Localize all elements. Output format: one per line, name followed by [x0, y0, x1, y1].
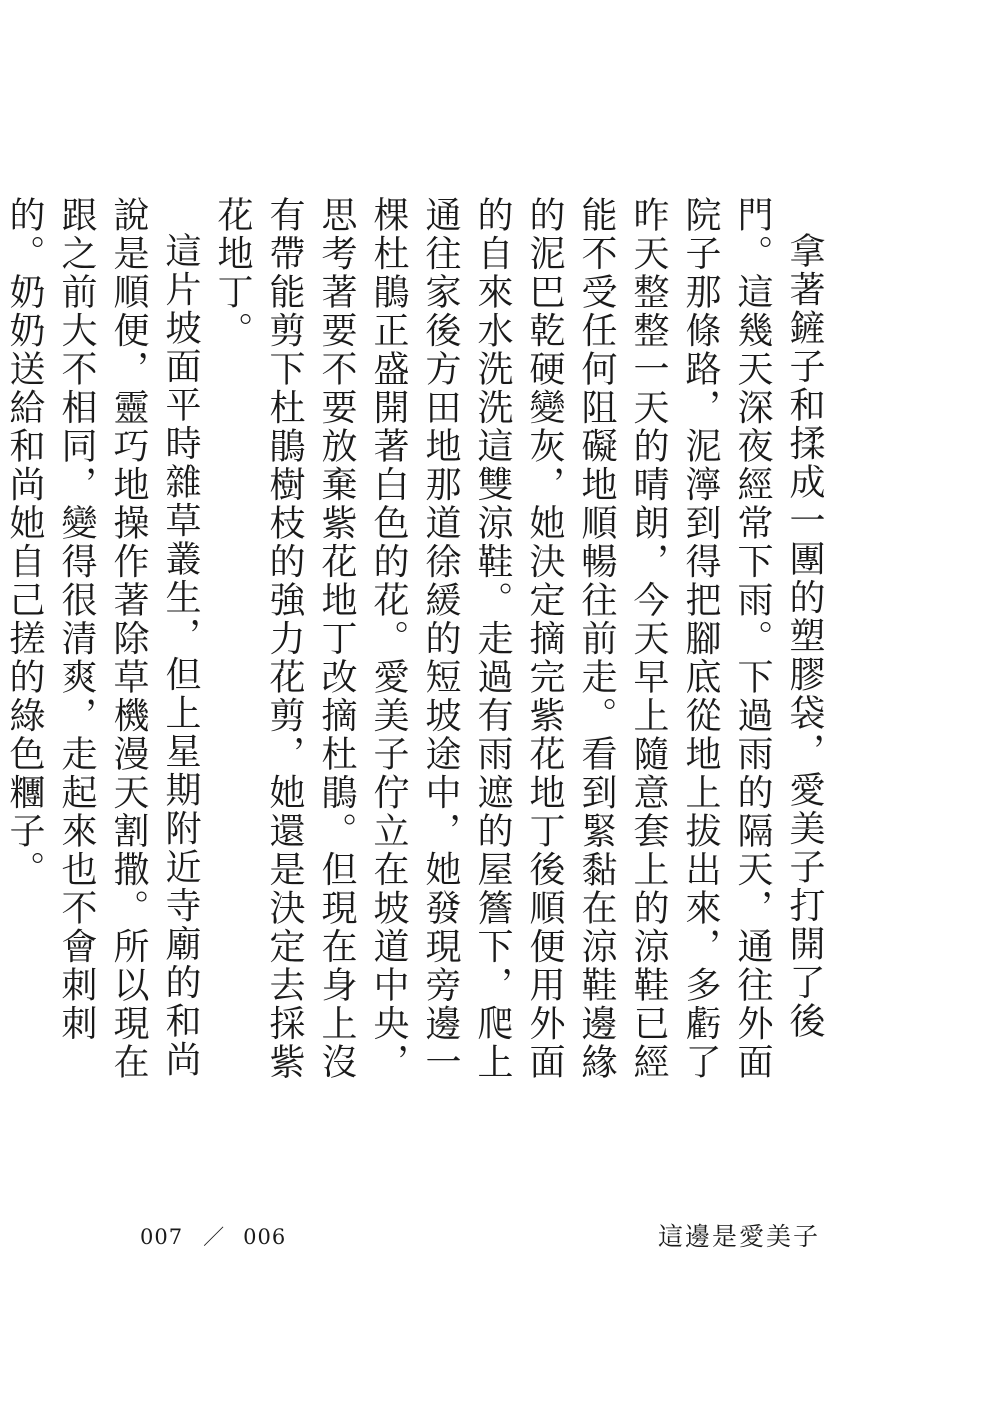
running-title: 這邊是愛美子	[657, 1222, 820, 1251]
page-number-separator: ／	[203, 1225, 226, 1249]
paragraph-2: 這片坡面平時雜草叢生，但上星期附近寺廟的和尚說是順便，靈巧地操作著除草機漫天割撒。所以現在跟之前大不相同，變得很清爽，走起來也不會刺刺的。奶奶送給和尚她自己搓的綠色糰子。	[4, 196, 201, 1082]
page-footer	[140, 1215, 820, 1255]
page-number-right: 006	[243, 1225, 287, 1249]
vertical-text-body	[4, 196, 830, 1096]
page-number-left: 007	[140, 1225, 184, 1249]
page-numbers	[140, 1221, 286, 1251]
paragraph-1: 拿著鏟子和揉成一團的塑膠袋，愛美子打開了後門。這幾天深夜經常下雨。下過雨的隔天，通往外面院子那條路，泥濘到得把腳底從地上拔出來，多虧了昨天整整一天的晴朗，今天早上隨意套上的涼鞋已經能不受任何阻礙地順暢往前走。看到緊黏在涼鞋邊緣的泥巴乾硬變灰，她決定摘完紫花地丁後順便用外面的自來水洗洗這雙涼鞋。走過有雨遮的屋簷下，爬上通往家後方田地那道徐緩的短坡途中，她發現旁邊一棵杜鵑正盛開著白色的花。愛美子佇立在坡道中央，思考著要不要放棄紫花地丁改摘杜鵑。但現在身上沒有帶能剪下杜鵑樹枝的強力花剪，她還是決定去採紫花地丁。	[212, 196, 825, 1082]
